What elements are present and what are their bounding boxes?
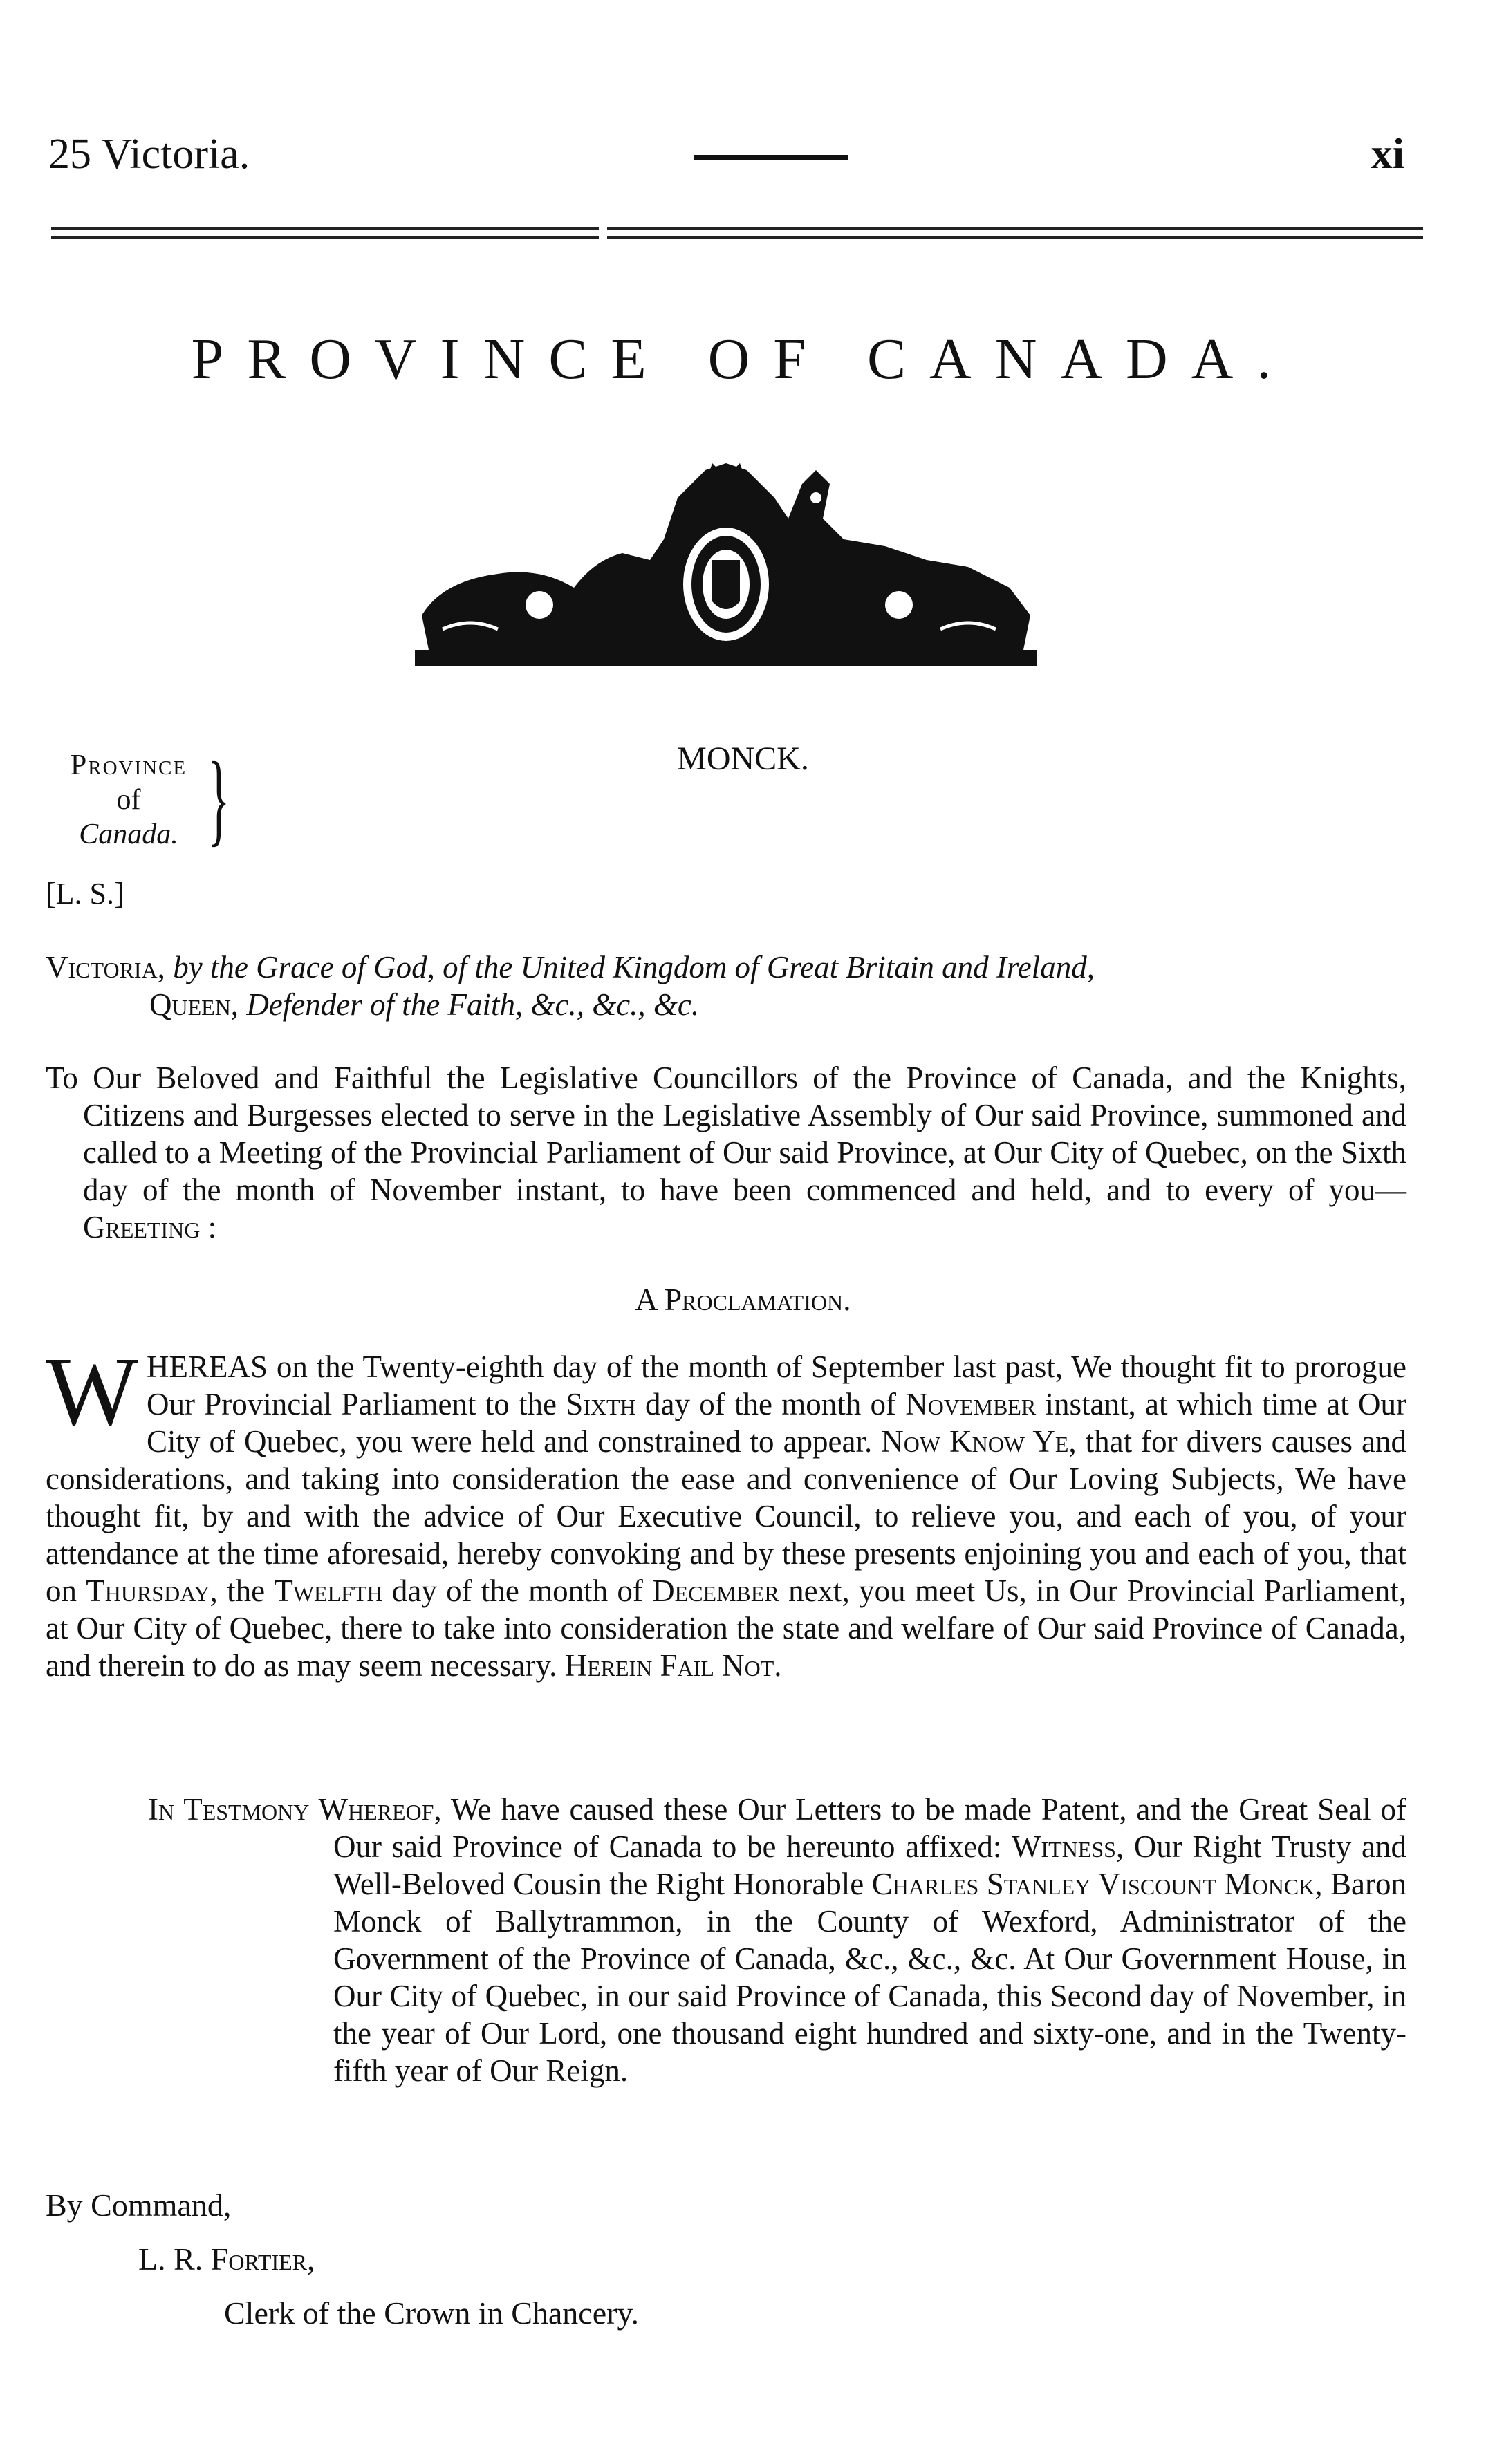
proclamation-part-5: the: [227, 1574, 266, 1608]
proclamation-thursday: Thursday,: [86, 1574, 218, 1608]
proclamation-body: [46, 1336, 1407, 1684]
proclamation-herein-fail-not: Herein Fail Not.: [564, 1648, 782, 1683]
proclamation-sixth: Sixth: [566, 1387, 636, 1421]
drop-cap: W: [46, 1336, 139, 1446]
proclamation-part-6: day of the month of: [391, 1574, 643, 1608]
page-title: PROVINCE OF CANADA.: [191, 327, 1295, 391]
seal-mark: [L. S.]: [46, 877, 124, 911]
style-victoria: Victoria,: [46, 950, 165, 984]
proclamation-heading: A Proclamation.: [635, 1282, 851, 1317]
proclamation-december: December: [652, 1574, 779, 1608]
style-line1: by the Grace of God, of the United Kingdom of Great Britain and Ireland,: [173, 950, 1095, 984]
running-head: 25 Victoria.: [48, 131, 250, 178]
style-defender: Defender of the Faith, &c., &c., &c.: [246, 987, 700, 1022]
testimony-witness: Witness,: [1012, 1829, 1124, 1864]
proclamation-part-3: instant, at which time at Our City of Quebec, you were held and constrained to appear.: [147, 1387, 1407, 1459]
address-greeting: Greeting :: [83, 1210, 217, 1244]
header-rule-bottom-right: [607, 236, 1423, 239]
proclamation-know-ye: Now Know Ye,: [881, 1424, 1077, 1459]
style-queen: Queen,: [149, 987, 239, 1022]
signatory-office: Clerk of the Crown in Chancery.: [224, 2295, 639, 2331]
royal-coat-of-arms-image: [415, 456, 1037, 691]
proclamation-part-2: day of the month of: [645, 1387, 897, 1421]
style-line2: [46, 986, 1404, 1023]
header-rule-bottom-left: [51, 236, 599, 239]
royal-style: [46, 949, 1404, 1023]
testimony-clause: [148, 1791, 1406, 2089]
proclamation-part-1: HEREAS on the Twenty-eighth day of the month of September last past, We thought fit to prorogue Our Provincial Parliament to the: [147, 1350, 1406, 1421]
side-note-brace: }: [207, 741, 230, 856]
proclamation-part-7: next, you meet Us, in Our Provincial Parliament, at Our City of Quebec, there to take into consideration the state and welfare of Our said Province of Canada, and therein to do as may seem necessary.: [46, 1574, 1407, 1683]
testimony-part-3: Baron Monck of Ballytrammon, in the County of Wexford, Administrator of the Government of the Province of Canada, &c., &c., &c. At Our Government House, in Our City of Quebec, in our said Province of Canada, this Second day of November, in the year of Our Lord, one thousand eight hundred and sixty-one, and in the Twenty-fifth year of Our Reign.: [333, 1867, 1407, 2088]
header-dash: [694, 155, 848, 160]
proclamation-november: November: [905, 1387, 1037, 1421]
side-note-province: Province: [70, 749, 187, 781]
testimony-part-1: We have caused these Our Letters to be made Patent, and the Great Seal of Our said Province of Canada to be hereunto affixed:: [333, 1792, 1406, 1864]
testimony-part-2: Our Right Trusty and Well-Beloved Cousin the Right Honorable: [333, 1829, 1407, 1901]
testimony-lead: In Testmony Whereof,: [148, 1792, 442, 1827]
coat-of-arms-icon: [415, 456, 1037, 691]
proclamation-twelfth: Twelfth: [274, 1574, 383, 1608]
signatory-name: L. R. Fortier,: [138, 2241, 315, 2277]
proclamation-part-4: that for divers causes and considerations, and taking into consideration the ease and convenience of Our Loving Subjects, We have thought fit, by and with the advice of Our Executive Council, to relieve you, and each of you, of your attendance at the time aforesaid, hereby convoking and by these presents enjoining you and each of you, that on: [46, 1424, 1407, 1608]
side-note-canada: Canada.: [79, 819, 178, 850]
by-command: By Command,: [46, 2187, 232, 2223]
side-note-of: of: [116, 784, 141, 816]
page-number: xi: [1371, 131, 1404, 178]
testimony-name: Charles Stanley Viscount Monck,: [871, 1867, 1323, 1901]
signature-monck: MONCK.: [677, 740, 809, 777]
address-text: To Our Beloved and Faithful the Legislative Councillors of the Province of Canada, and the Knights, Citizens and Burgesses elected to serve in the Legislative Assembly of Our said Province, summoned and called to a Meeting of the Provincial Parliament of Our said Province, at Our City of Quebec, on the Sixth day of the month of November instant, to have been commenced and held, and to every of you—: [46, 1061, 1406, 1207]
header-rule-top-left: [51, 227, 599, 230]
address-paragraph: [46, 1059, 1406, 1246]
header-rule-top-right: [607, 227, 1423, 230]
proclamation-text: [46, 1336, 1407, 1684]
